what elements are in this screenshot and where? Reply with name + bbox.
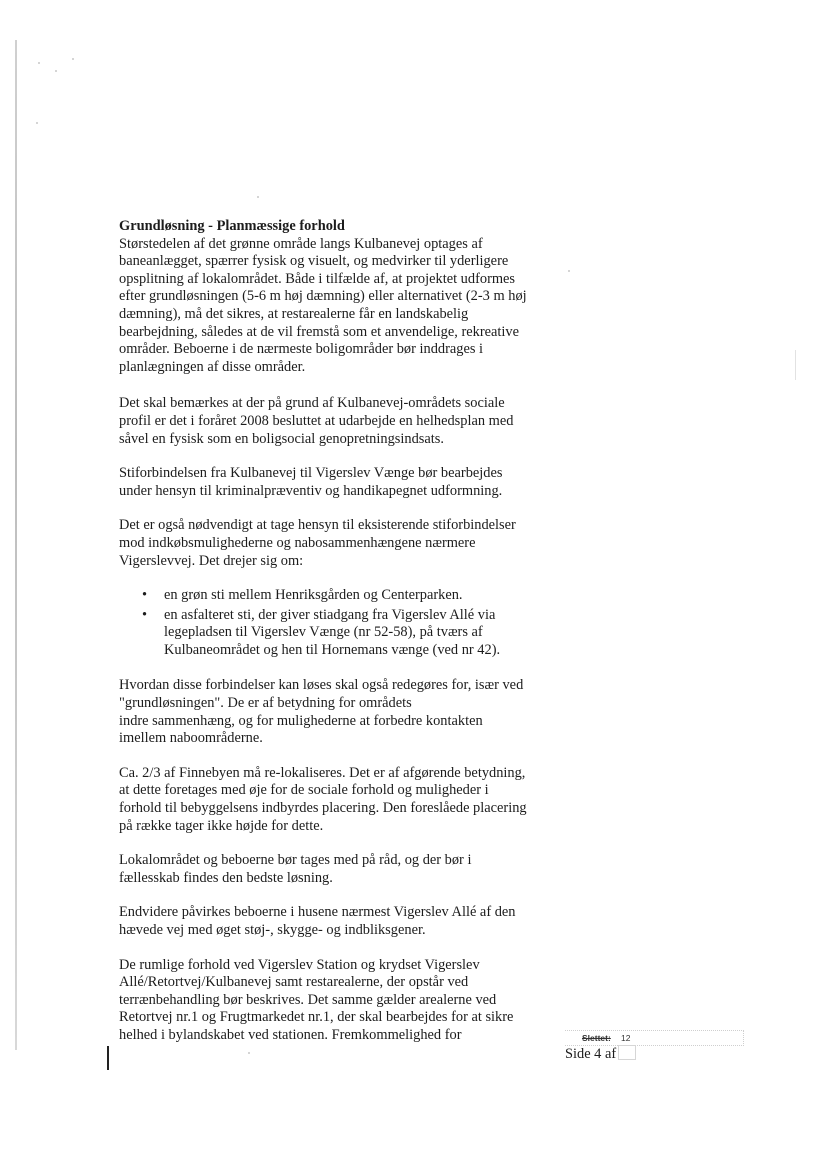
scan-speck <box>72 58 74 60</box>
text-line: profil er det i foråret 2008 besluttet at udarbejde en helhedsplan med <box>119 412 514 429</box>
paragraph <box>119 904 549 939</box>
text-line: Stiforbindelsen fra Kulbanevej til Vigerslev Vænge bør bearbejdes <box>119 465 503 482</box>
paragraph <box>119 517 549 570</box>
text-line: Retortvej nr.1 og Frugtmarkedet nr.1, der skal bearbejdes for at sikre <box>119 1009 514 1026</box>
text-line: legepladsen til Vigerslev Vænge (nr 52-58), på tværs af <box>164 624 483 641</box>
text-line: såvel en fysisk som en boligsocial genopretningsindsats. <box>119 430 444 447</box>
paragraph <box>119 957 549 1045</box>
text-line: Det er også nødvendigt at tage hensyn til eksisterende stiforbindelser <box>119 517 516 534</box>
scan-speck <box>257 196 259 198</box>
text-line: Vigerslevvej. Det drejer sig om: <box>119 552 304 569</box>
scan-artifact <box>795 350 796 380</box>
text-line: under hensyn til kriminalpræventiv og handikapegnet udformning. <box>119 482 503 499</box>
tracked-change-balloon <box>565 1030 744 1046</box>
text-line: Hvordan disse forbindelser kan løses skal også redegøres for, især ved <box>119 677 524 694</box>
page-label: Side 4 af <box>565 1046 617 1062</box>
text-line: indre sammenhæng, og for mulighederne at forbedre kontakten <box>119 712 483 729</box>
text-line: dæmning), må det sikres, at restarealerne får en landskabelig <box>119 305 469 322</box>
text-line: en asfalteret sti, der giver stiadgang fra Vigerslev Allé via <box>164 606 496 623</box>
text-line: Allé/Retortvej/Kulbanevej samt restarealerne, der opstår ved <box>119 974 469 991</box>
page-number <box>565 1045 636 1063</box>
text-line: helhed i bylandskabet ved stationen. Fremkommelighed for <box>119 1026 462 1043</box>
text-line: områder. Beboerne i de nærmeste boligområder bør inddrages i <box>119 341 484 358</box>
text-line: på række tager ikke højde for dette. <box>119 817 324 834</box>
scan-speck <box>38 62 40 64</box>
revision-margin-bar <box>107 1046 109 1070</box>
text-line: hævede vej med øget støj-, skygge- og indbliksgener. <box>119 922 426 938</box>
bullet-list <box>119 587 549 659</box>
text-line: "grundløsningen". De er af betydning for områdets <box>119 695 412 712</box>
text-line: De rumlige forhold ved Vigerslev Station og krydset Vigerslev <box>119 956 480 973</box>
text-line: efter grundløsningen (5-6 m høj dæmning) eller alternativet (2-3 m høj <box>119 288 527 305</box>
deleted-label: Slettet: <box>582 1033 611 1043</box>
scan-edge-line <box>15 40 17 1050</box>
paragraph <box>119 395 549 448</box>
text-line: Lokalområdet og beboerne bør tages med på råd, og der bør i <box>119 852 472 869</box>
text-line: planlægningen af disse områder. <box>119 358 306 375</box>
document-body <box>119 218 549 1045</box>
text-line: mod indkøbsmulighederne og nabosammenhængene nærmere <box>119 534 476 551</box>
scan-speck <box>248 1052 250 1054</box>
text-line: Endvidere påvirkes beboerne i husene nærmest Vigerslev Allé af den <box>119 904 516 921</box>
paragraph <box>119 465 549 500</box>
text-line: opsplitning af lokalområdet. Både i tilfælde af, at projektet udformes <box>119 270 516 287</box>
scan-speck <box>55 70 57 72</box>
section-intro <box>119 218 549 376</box>
text-line: Størstedelen af det grønne område langs Kulbanevej optages af <box>119 235 483 252</box>
text-line: Ca. 2/3 af Finnebyen må re-lokaliseres. Det er af afgørende betydning, <box>119 764 526 781</box>
text-line: Det skal bemærkes at der på grund af Kulbanevej-områdets sociale <box>119 395 505 412</box>
bullet-icon: • <box>142 587 148 604</box>
paragraph <box>119 765 549 835</box>
text-line: Kulbaneområdet og hen til Hornemans vænge (ved nr 42). <box>164 641 501 658</box>
text-line: en grøn sti mellem Henriksgården og Centerparken. <box>164 587 463 604</box>
paragraph <box>119 677 549 747</box>
page-count-field <box>618 1045 636 1060</box>
text-line: forhold til bebyggelsens indbyrdes placering. Den foreslåede placering <box>119 800 527 817</box>
text-line: bearbejdning, således at de vil fremstå som et anvendelige, rekreative <box>119 323 519 340</box>
section-heading: Grundløsning - Planmæssige forhold <box>119 218 345 234</box>
text-line: at dette foretages med øje for de sociale forhold og muligheder i <box>119 782 489 799</box>
scan-speck <box>568 270 570 272</box>
text-line: baneanlægget, spærrer fysisk og visuelt, og medvirker til yderligere <box>119 253 509 270</box>
list-item <box>119 607 549 660</box>
text-line: terrænbehandling bør beskrives. Det samme gælder arealerne ved <box>119 991 497 1008</box>
paragraph <box>119 852 549 887</box>
deleted-value: 12 <box>621 1033 631 1043</box>
scan-speck <box>36 122 38 124</box>
list-item <box>119 587 549 605</box>
page-footer <box>565 1030 745 1070</box>
text-line: imellem naboområderne. <box>119 730 263 747</box>
bullet-icon: • <box>142 606 148 623</box>
text-line: fællesskab findes den bedste løsning. <box>119 869 333 886</box>
